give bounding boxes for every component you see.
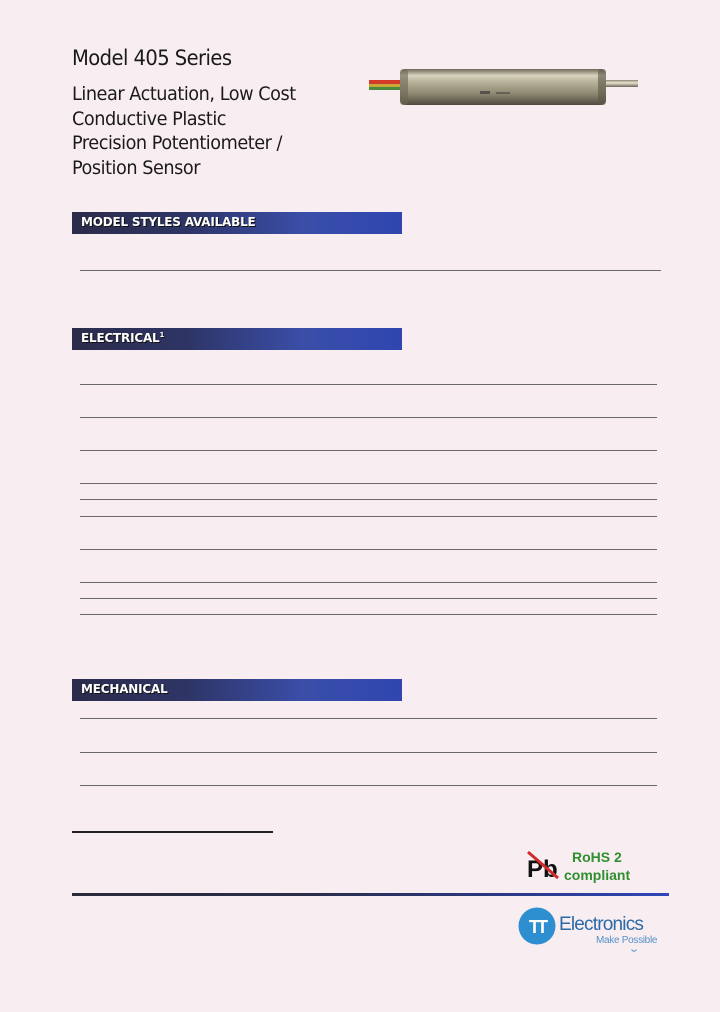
- table-divider: [80, 450, 657, 451]
- section-header-electrical: [72, 328, 402, 350]
- rohs-label: RoHS 2: [572, 849, 622, 865]
- table-divider: [80, 598, 657, 599]
- table-divider: [80, 417, 657, 418]
- table-divider: [80, 483, 657, 484]
- table-divider: [80, 499, 657, 500]
- table-divider: [80, 718, 657, 719]
- section-header-mechanical: [72, 679, 402, 701]
- table-divider: [80, 614, 657, 615]
- section-header-model-styles: [72, 212, 402, 234]
- page-title: Model 405 Series: [72, 46, 232, 70]
- table-divider: [80, 270, 661, 271]
- subtitle-line: Precision Potentiometer /: [72, 132, 283, 154]
- table-divider: [80, 549, 657, 550]
- page-subtitle: [72, 82, 296, 180]
- lead-free-icon-text: Pb: [527, 856, 558, 882]
- company-name: Electronics: [559, 914, 644, 935]
- section-title: [81, 331, 164, 345]
- logo-text: TT: [529, 917, 545, 937]
- subtitle-line: Linear Actuation, Low Cost: [72, 83, 296, 105]
- footnote-divider: [72, 831, 273, 833]
- section-title: MECHANICAL: [81, 682, 168, 696]
- footer-divider: [72, 893, 669, 896]
- table-divider: [80, 384, 657, 385]
- table-divider: [80, 582, 657, 583]
- table-divider: [80, 516, 657, 517]
- table-divider: [80, 752, 657, 753]
- table-divider: [80, 785, 657, 786]
- rohs-compliant-label: compliant: [564, 867, 631, 883]
- company-logo-icon: [518, 907, 556, 945]
- subtitle-line: Position Sensor: [72, 156, 201, 179]
- company-tagline: Make Possible: [596, 935, 658, 946]
- section-title: MODEL STYLES AVAILABLE: [81, 215, 256, 229]
- product-photo: [368, 64, 640, 110]
- subtitle-line: Conductive Plastic: [72, 107, 227, 130]
- lead-free-icon: [526, 848, 560, 882]
- section-title-text: ELECTRICAL: [81, 331, 160, 345]
- decorative-mark-icon: [631, 949, 637, 953]
- footnote-marker: 1: [159, 331, 165, 339]
